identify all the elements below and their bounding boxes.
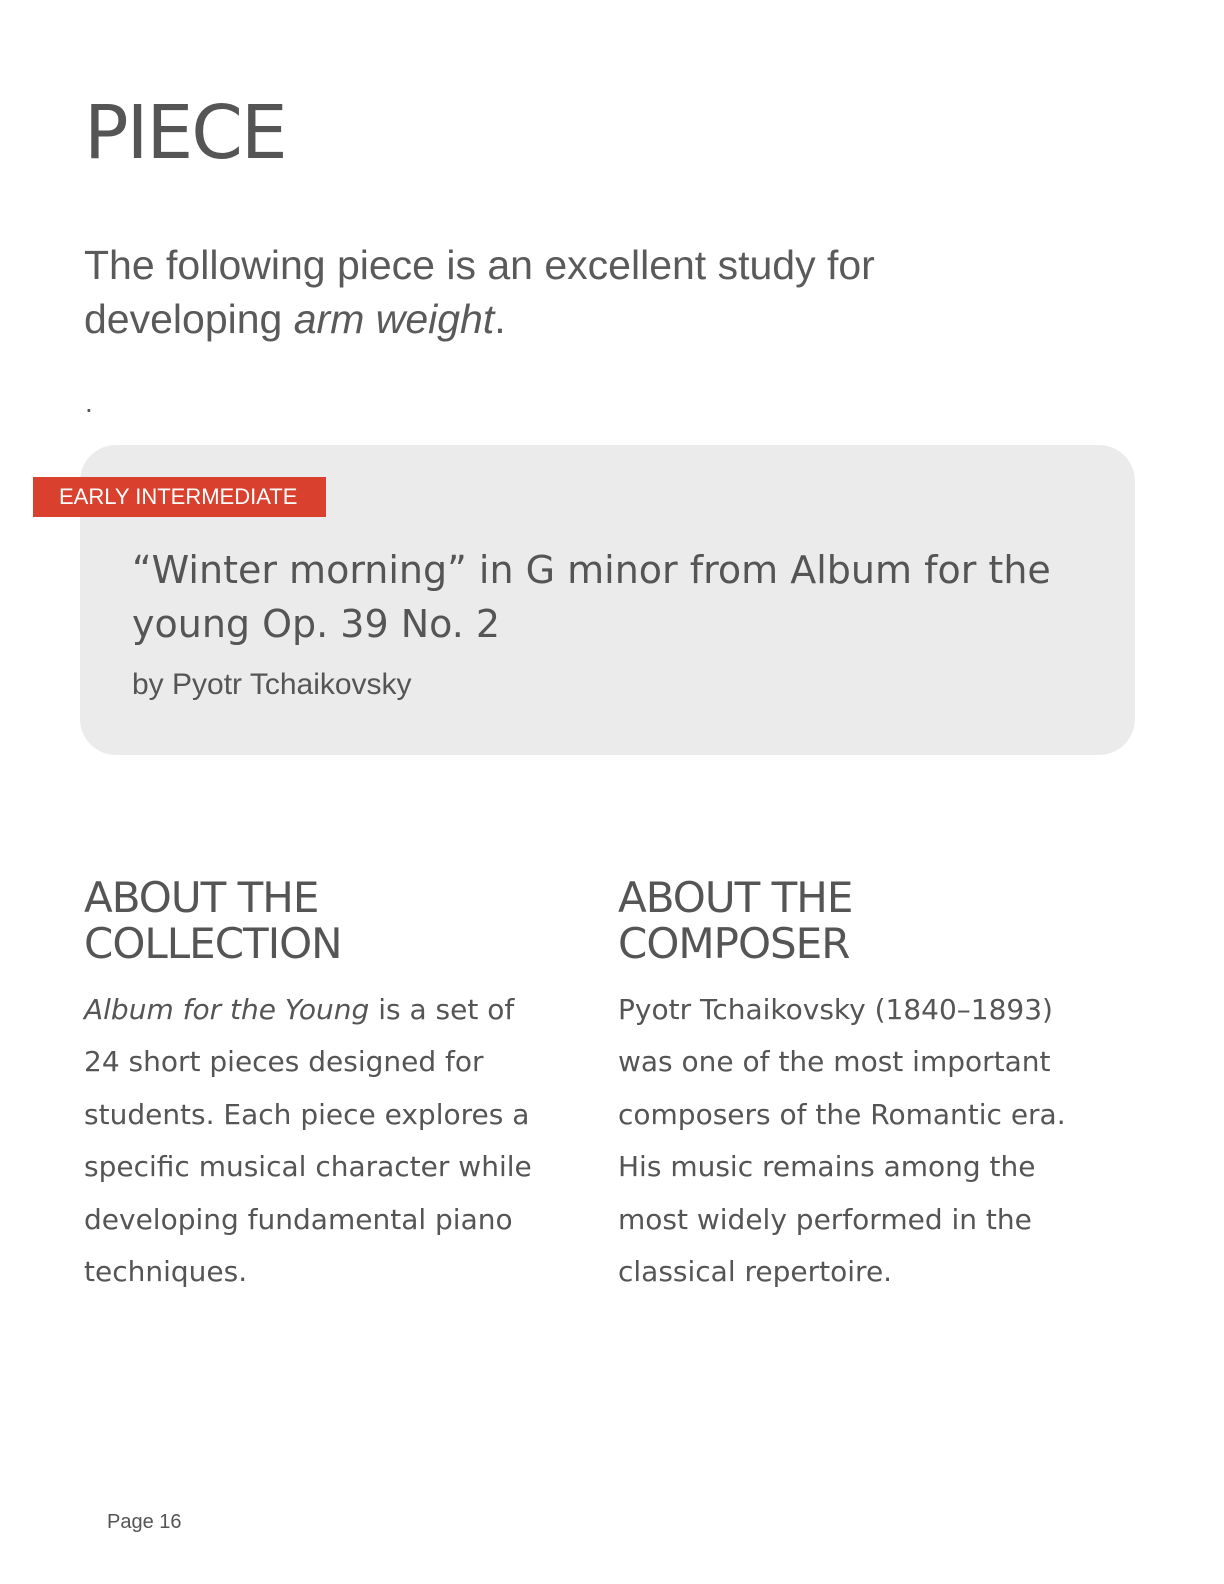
piece-title: “Winter morning” in G minor from Album for the young Op. 39 No. 2 [132,548,1051,646]
about-collection-heading [84,875,544,967]
intro-emphasis: arm weight [293,296,495,342]
page-number: Page 16 [107,1511,182,1533]
about-collection-body [84,984,554,1298]
level-badge: EARLY INTERMEDIATE [33,477,326,517]
about-composer-heading-line1: ABOUT THE [618,873,853,922]
collection-title-emphasis: Album for the Young [84,993,370,1026]
piece-composer: by Pyotr Tchaikovsky [132,668,412,701]
about-collection-heading-line1: ABOUT THE [84,873,319,922]
about-collection-heading-line2: COLLECTION [84,919,342,968]
about-composer-heading [618,875,1078,967]
about-collection-text: is a set of 24 short pieces designed for students. Each piece explores a specific musical character while developing fundamental piano techniques. [84,993,532,1289]
intro-end: . [494,296,506,342]
about-composer-heading-line2: COMPOSER [618,919,850,968]
intro-paragraph [84,238,904,346]
page-title: PIECE [84,90,286,176]
stray-dot: . [85,387,93,418]
intro-text: The following piece is an excellent study for developing [84,242,875,342]
about-composer-body: Pyotr Tchaikovsky (1840–1893) was one of the most important composers of the Romantic era. His music remains among the most widely performed in the classical repertoire. [618,993,1066,1289]
